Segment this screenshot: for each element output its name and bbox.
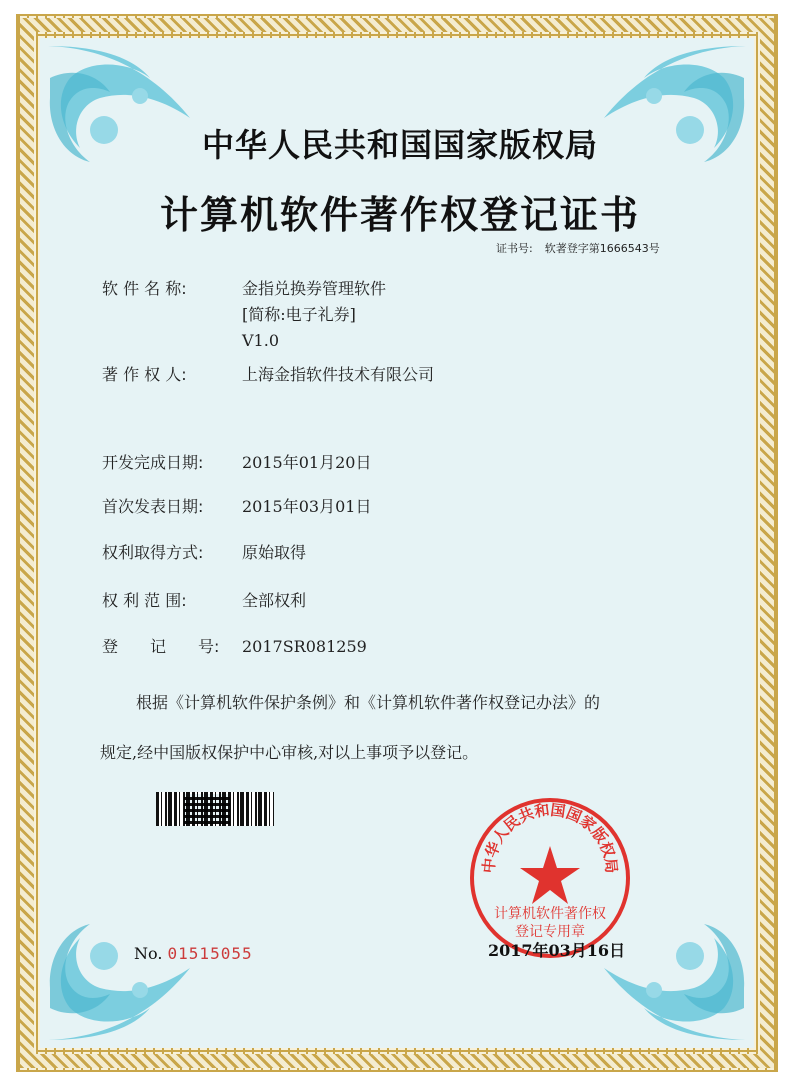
copyright-holder-value: 上海金指软件技术有限公司 [242, 365, 435, 384]
dev-date-label: 开发完成日期: [102, 453, 204, 472]
corner-ornament-icon [594, 38, 754, 198]
scope-value: 全部权利 [242, 591, 307, 610]
publish-date-label: 首次发表日期: [102, 497, 204, 516]
publish-date-value: 2015年03月01日 [242, 497, 372, 516]
scope-label: 权 利 范 围: [102, 591, 187, 610]
reg-number-label: 登 记 号: [102, 637, 220, 656]
issue-date: 2017年03月16日 [488, 941, 626, 960]
field-reg-number [102, 634, 367, 660]
field-acquire-method [102, 540, 306, 566]
issuing-authority: 中华人民共和国国家版权局 [201, 126, 598, 164]
seal-line1: 计算机软件著作权 [494, 906, 606, 922]
serial-number [134, 944, 253, 963]
acquire-method-value: 原始取得 [242, 543, 307, 562]
software-name-line2: [简称:电子礼券] [242, 305, 356, 324]
reg-number-value: 2017SR081259 [242, 637, 367, 656]
field-scope [102, 588, 306, 614]
field-software-name [102, 276, 386, 354]
serial-value: 01515055 [167, 944, 253, 963]
field-publish-date [102, 494, 371, 520]
corner-ornament-icon [40, 38, 200, 198]
serial-prefix: No. [134, 944, 163, 963]
software-name-value [242, 276, 386, 354]
copyright-holder-label: 著 作 权 人: [102, 365, 187, 384]
dev-date-value: 2015年01月20日 [242, 453, 372, 472]
qr-code-icon [184, 794, 230, 824]
certificate-title: 计算机软件著作权登记证书 [159, 193, 640, 237]
software-name-line1: 金指兑换券管理软件 [242, 279, 387, 298]
corner-ornament-icon [40, 888, 200, 1048]
official-seal-icon [468, 796, 632, 960]
field-dev-date [102, 450, 371, 476]
field-copyright-holder [102, 362, 434, 388]
barcode-icon [156, 792, 274, 826]
acquire-method-label: 权利取得方式: [102, 543, 204, 562]
statement-line2: 规定,经中国版权保护中心审核,对以上事项予以登记。 [100, 743, 479, 762]
seal-arc-text: 中华人民共和国国家版权局 [479, 800, 621, 874]
certificate-number-label: 证书号: [496, 242, 533, 255]
seal-line2: 登记专用章 [515, 924, 585, 940]
software-name-line3: V1.0 [242, 331, 279, 350]
software-name-label: 软 件 名 称: [102, 279, 187, 298]
certificate-number-value: 软著登字第1666543号 [544, 242, 660, 255]
statement-line1: 根据《计算机软件保护条例》和《计算机软件著作权登记办法》的 [136, 693, 601, 712]
certificate-number [496, 240, 672, 256]
